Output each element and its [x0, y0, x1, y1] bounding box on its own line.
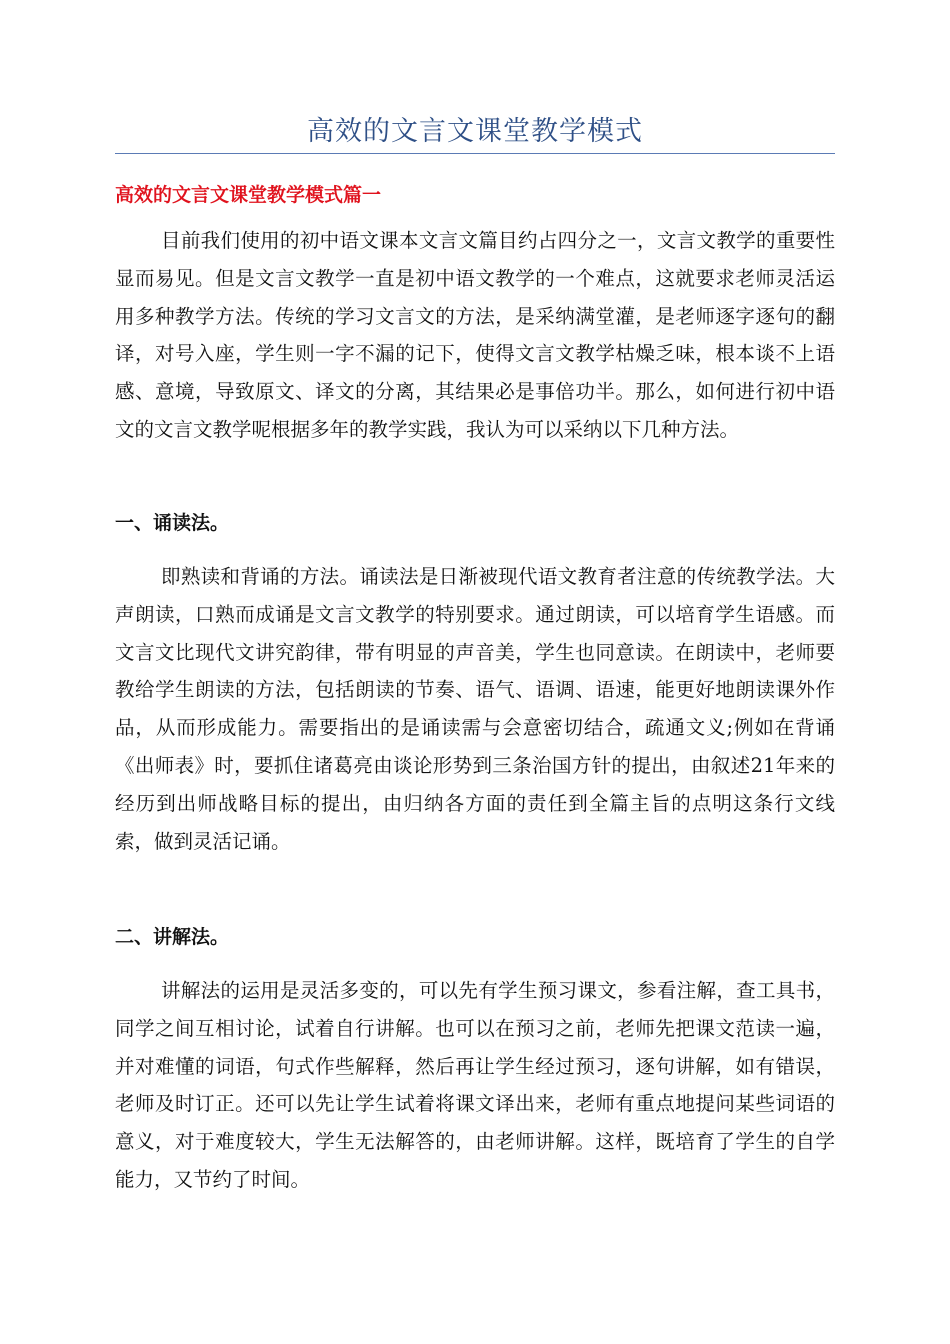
explanation-paragraph: 讲解法的运用是灵活多变的，可以先有学生预习课文，参看注解，查工具书，同学之间互相讨论，试着自行讲解。也可以在预习之前，老师先把课文范读一遍，并对难懂的词语，句式作些解释，然后再让学生经过预习，逐句讲解，如有错误，老师及时订正。还可以先让学生试着将课文译出来，老师有重点地提问某些词语的意义，对于难度较大，学生无法解答的，由老师讲解。这样，既培育了学生的自学能力，又节约了时间。 [115, 979, 835, 1191]
title-underline [115, 153, 835, 154]
recitation-paragraph: 即熟读和背诵的方法。诵读法是日渐被现代语文教育者注意的传统教学法。大声朗读，口熟而成诵是文言文教学的特别要求。通过朗读，可以培育学生语感。而文言文比现代文讲究韵律，带有明显的声音美，学生也同意读。在朗读中，老师要教给学生朗读的方法，包括朗读的节奏、语气、语调、语速，能更好地朗读课外作品，从而形成能力。需要指出的是诵读需与会意密切结合，疏通文义;例如在背诵《出师表》时，要抓住诸葛亮由谈论形势到三条治国方针的提出，由叙述21年来的经历到出师战略目标的提出，由归纳各方面的责任到全篇主旨的点明这条行文线索，做到灵活记诵。 [115, 565, 835, 853]
method-heading-recitation: 一、诵读法。 [115, 512, 230, 534]
intro-paragraph: 目前我们使用的初中语文课本文言文篇目约占四分之一，文言文教学的重要性显而易见。但是文言文教学一直是初中语文教学的一个难点，这就要求老师灵活运用多种教学方法。传统的学习文言文的方法，是采纳满堂灌，是老师逐字逐句的翻译，对号入座，学生则一字不漏的记下，使得文言文教学枯燥乏味，根本谈不上语感、意境，导致原文、译文的分离，其结果必是事倍功半。那么，如何进行初中语文的文言文教学呢根据多年的教学实践，我认为可以采纳以下几种方法。 [115, 229, 835, 441]
section-heading: 高效的文言文课堂教学模式篇一 [115, 184, 382, 206]
method-heading-explanation: 二、讲解法。 [115, 926, 230, 948]
document-title: 高效的文言文课堂教学模式 [307, 116, 643, 147]
